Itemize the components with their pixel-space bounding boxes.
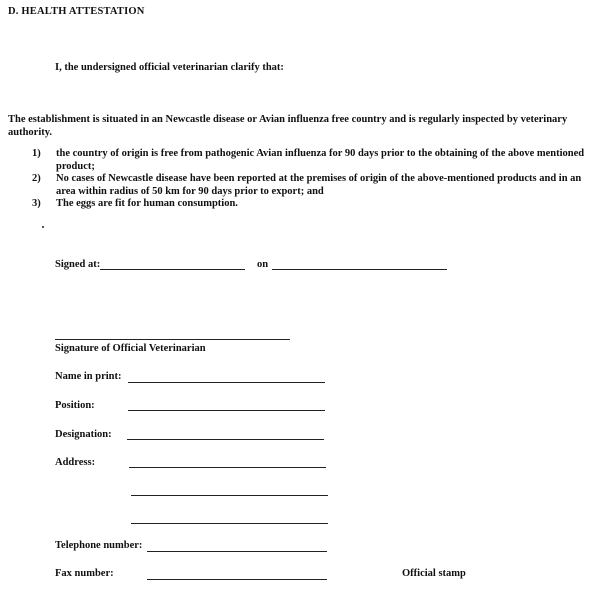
position-label: Position:: [55, 400, 95, 411]
list-number: 1): [32, 148, 41, 159]
list-item: [32, 173, 592, 198]
position-field[interactable]: [128, 410, 325, 411]
telephone-field[interactable]: [147, 551, 327, 552]
name-field[interactable]: [128, 382, 325, 383]
list-text: The eggs are fit for human consumption.: [56, 198, 238, 209]
stray-mark: [42, 226, 44, 228]
address-field-line-1[interactable]: [129, 467, 326, 468]
official-stamp-label: Official stamp: [402, 568, 466, 579]
list-number: 2): [32, 173, 41, 184]
signed-at-label: Signed at:: [55, 259, 101, 270]
designation-label: Designation:: [55, 429, 112, 440]
fax-label: Fax number:: [55, 568, 114, 579]
attestation-intro: I, the undersigned official veterinarian clarify that:: [55, 62, 284, 73]
list-number: 3): [32, 198, 41, 209]
designation-field[interactable]: [127, 439, 324, 440]
section-title: D. HEALTH ATTESTATION: [8, 6, 145, 17]
address-field-line-2[interactable]: [131, 495, 328, 496]
telephone-label: Telephone number:: [55, 540, 143, 551]
signed-at-field[interactable]: [100, 269, 245, 270]
signature-label: Signature of Official Veterinarian: [55, 343, 206, 354]
list-item: [32, 148, 592, 173]
on-label: on: [257, 259, 269, 270]
list-text: the country of origin is free from pathogenic Avian influenza for 90 days prior to the obtaining of the above mentioned product;: [56, 148, 585, 172]
name-label: Name in print:: [55, 371, 122, 382]
establishment-statement: The establishment is situated in an Newcastle disease or Avian influenza free country and is regularly inspected by veterinary authority.: [8, 114, 568, 138]
fax-field[interactable]: [147, 579, 327, 580]
signature-field[interactable]: [55, 339, 290, 340]
attestation-list: [32, 148, 592, 211]
list-text: No cases of Newcastle disease have been reported at the premises of origin of the above-mentioned products and in an area within radius of 50 km for 90 days prior to export; and: [56, 173, 582, 197]
list-item: [32, 198, 592, 211]
date-field[interactable]: [272, 269, 447, 270]
address-field-line-3[interactable]: [131, 523, 328, 524]
address-label: Address:: [55, 457, 96, 468]
